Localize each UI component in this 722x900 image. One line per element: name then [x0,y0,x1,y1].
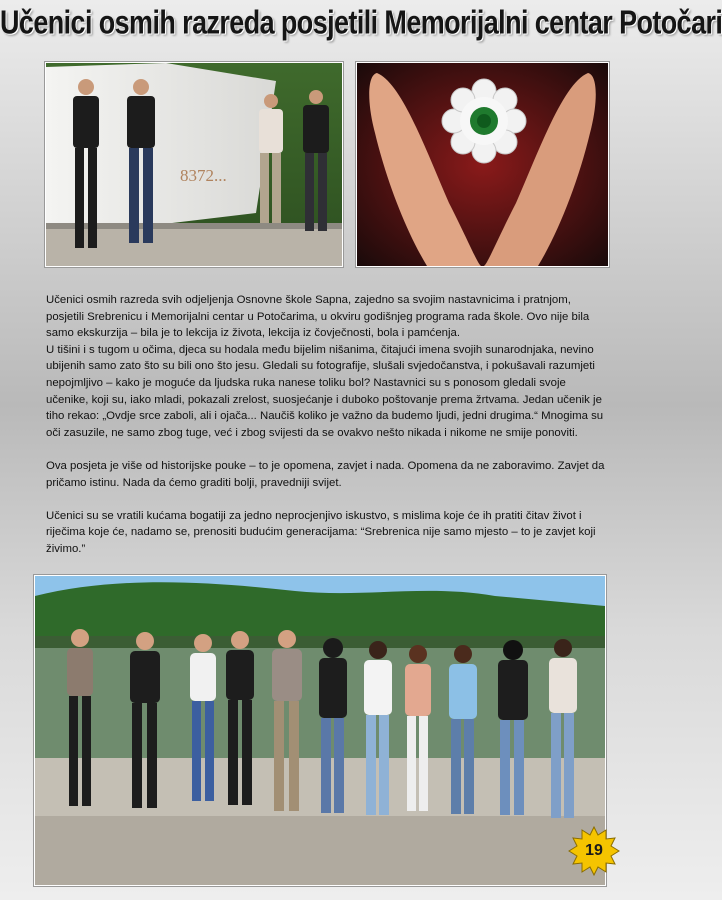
article-paragraph: U tišini i s tugom u očima, djeca su hodala među bijelim nišanima, čitajući imena svojih sunarodnjaka, nevino ubijenih samo zato što su bili ono što jesu. Gledali su fotografije, slušali svjedočanstva, i pokušavali razumjeti nepojmljivo – kako je moguće da ljudska ruka nanese toliku bol? Nastavnici su s ponosom gledali svoje učenike, koji su, iako mladi, pokazali zrelost, suosjećanje i duboko poštovanje prema žrtvama. Jedan učenik je tiho rekao: „Ovdje srce zaboli, ali i ojača... Naučiš koliko je važno da budemo ljudi, jedni drugima.“ Mnogima su oči zasuzile, ne samo zbog tuge, već i zbog svijesti da se ovakvo nešto nikada i nikome ne smije ponoviti. [46,343,604,439]
memorial-stone-number: 8372... [180,166,227,185]
page-number: 19 [585,842,603,859]
srebrenica-flower-photo [356,62,609,267]
srebrenica-flower-icon [442,79,526,163]
students-group-photo [34,575,606,886]
page-title: Učenici osmih razreda posjetili Memorijalni centar Potočari [0,4,722,41]
page-number-badge [569,826,619,876]
memorial-group-photo [45,62,343,267]
article-body [46,292,606,574]
article-paragraph: Učenici su se vratili kućama bogatiji za jedno neprocjenjivo iskustvo, s mislima koje će ih pratiti čitav život i riječima koje će, nadamo se, prenositi budućim generacijama: “Srebrenica nije samo mjesto – to je zavjet koji živimo.” [46,509,596,555]
article-paragraph: Učenici osmih razreda svih odjeljenja Osnovne škole Sapna, zajedno sa svojim nastavnicima i pratnjom, posjetili Srebrenicu i Memorijalni centar u Potočarima, u okviru godišnjeg programa rada škole. Ovo nije bila samo ekskurzija – bila je to lekcija iz života, lekcija iz čovječnosti, bola i pamćenja. [46,294,590,340]
article-paragraph: Ova posjeta je više od historijske pouke – to je opomena, zavjet i nada. Opomena da ne zaboravimo. Zavjet da pričamo istinu. Nada da ćemo graditi bolji, pravedniji svijet. [46,459,605,489]
